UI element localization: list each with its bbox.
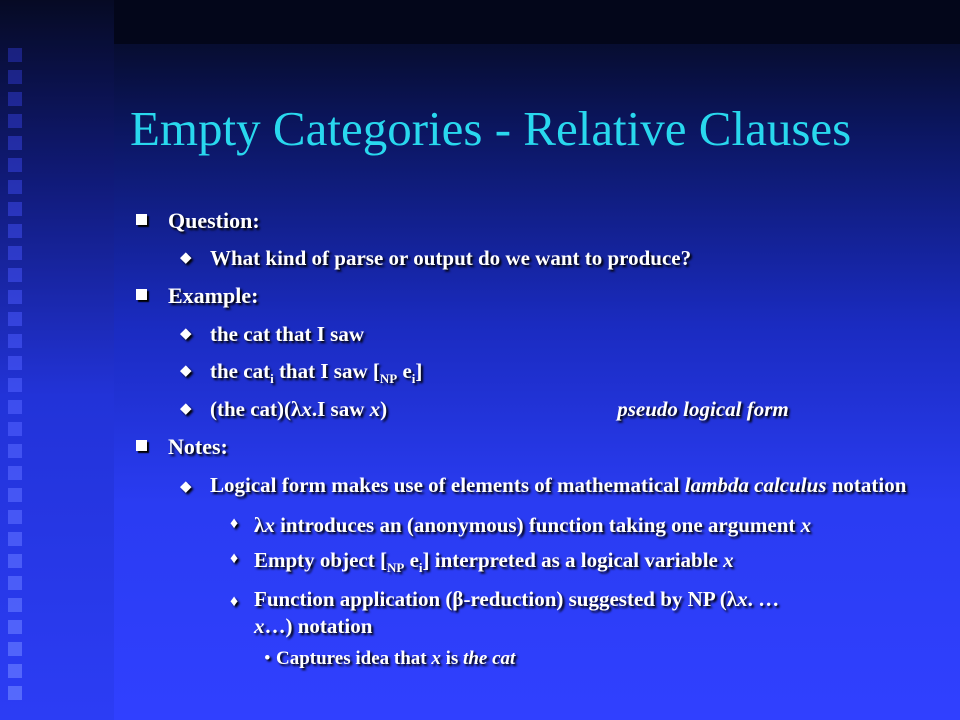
small-diamond-bullet-icon: ♦	[230, 593, 239, 611]
decorative-square	[8, 202, 22, 216]
decorative-square	[8, 642, 22, 656]
small-diamond-bullet-icon: ♦	[230, 515, 239, 533]
slide-title: Empty Categories - Relative Clauses	[130, 101, 852, 156]
bullet-captures-idea: • Captures idea that x is the cat	[264, 648, 516, 670]
diamond-bullet-icon: ◆	[180, 250, 192, 266]
decorative-square	[8, 114, 22, 128]
decorative-square	[8, 334, 22, 348]
decorative-square	[8, 312, 22, 326]
diamond-bullet-icon: ◆	[180, 479, 192, 496]
bullet-logical-form: ◆ Logical form makes use of elements of mathematical lambda calculus notation	[134, 472, 934, 499]
decorative-square	[8, 686, 22, 700]
decorative-square	[8, 576, 22, 590]
decorative-square	[8, 510, 22, 524]
slide-body	[134, 208, 934, 670]
decorative-square	[8, 224, 22, 238]
bullet-question: Question:	[134, 208, 934, 234]
bullet-example-2: ◆ the cat$_i$ that I saw [$_{NP}$ $e_i$]	[180, 359, 423, 387]
decorative-squares	[0, 44, 30, 704]
lambda-expression: (the cat)(λx.I saw x)	[210, 397, 388, 422]
bullet-lambda-intro: ♦ λx introduces an (anonymous) function taking one argument x	[230, 513, 812, 538]
pseudo-logical-form-label: pseudo logical form	[617, 397, 789, 422]
decorative-square	[8, 664, 22, 678]
decorative-square	[8, 620, 22, 634]
dot-bullet-icon: •	[264, 648, 271, 670]
decorative-square	[8, 554, 22, 568]
bullet-example: Example:	[134, 283, 934, 309]
decorative-square	[8, 136, 22, 150]
bullet-function-application: ♦ Function application (β-reduction) suggested by NP (λx. …x…) notation	[230, 587, 780, 639]
bullet-example-3	[134, 397, 934, 422]
decorative-square	[8, 444, 22, 458]
diamond-bullet-icon: ◆	[180, 401, 192, 418]
decorative-square	[8, 422, 22, 436]
decorative-square	[8, 268, 22, 282]
decorative-square	[8, 378, 22, 392]
decorative-square	[8, 488, 22, 502]
decorative-square	[8, 180, 22, 194]
decorative-square	[8, 466, 22, 480]
bullet-example-1: ◆ the cat that I saw	[180, 322, 364, 346]
square-bullet-icon	[136, 289, 147, 300]
diamond-bullet-icon: ◆	[180, 363, 192, 379]
decorative-square	[8, 70, 22, 84]
bullet-notes: Notes:	[134, 434, 934, 460]
bullet-empty-object: ♦ Empty object [$_{NP}$ $e_i$] interpreted as a logical variable x	[230, 548, 734, 576]
diamond-bullet-icon: ◆	[180, 326, 192, 342]
small-diamond-bullet-icon: ♦	[230, 550, 239, 568]
decorative-square	[8, 48, 22, 62]
decorative-square	[8, 92, 22, 106]
left-decorative-strip	[0, 0, 114, 720]
decorative-square	[8, 356, 22, 370]
decorative-square	[8, 400, 22, 414]
decorative-square	[8, 246, 22, 260]
decorative-square	[8, 290, 22, 304]
decorative-square	[8, 532, 22, 546]
top-dark-band	[114, 0, 960, 44]
decorative-square	[8, 598, 22, 612]
bullet-parse-question: ◆ What kind of parse or output do we want to produce?	[180, 246, 692, 270]
square-bullet-icon	[136, 214, 147, 225]
decorative-square	[8, 158, 22, 172]
square-bullet-icon	[136, 440, 147, 451]
